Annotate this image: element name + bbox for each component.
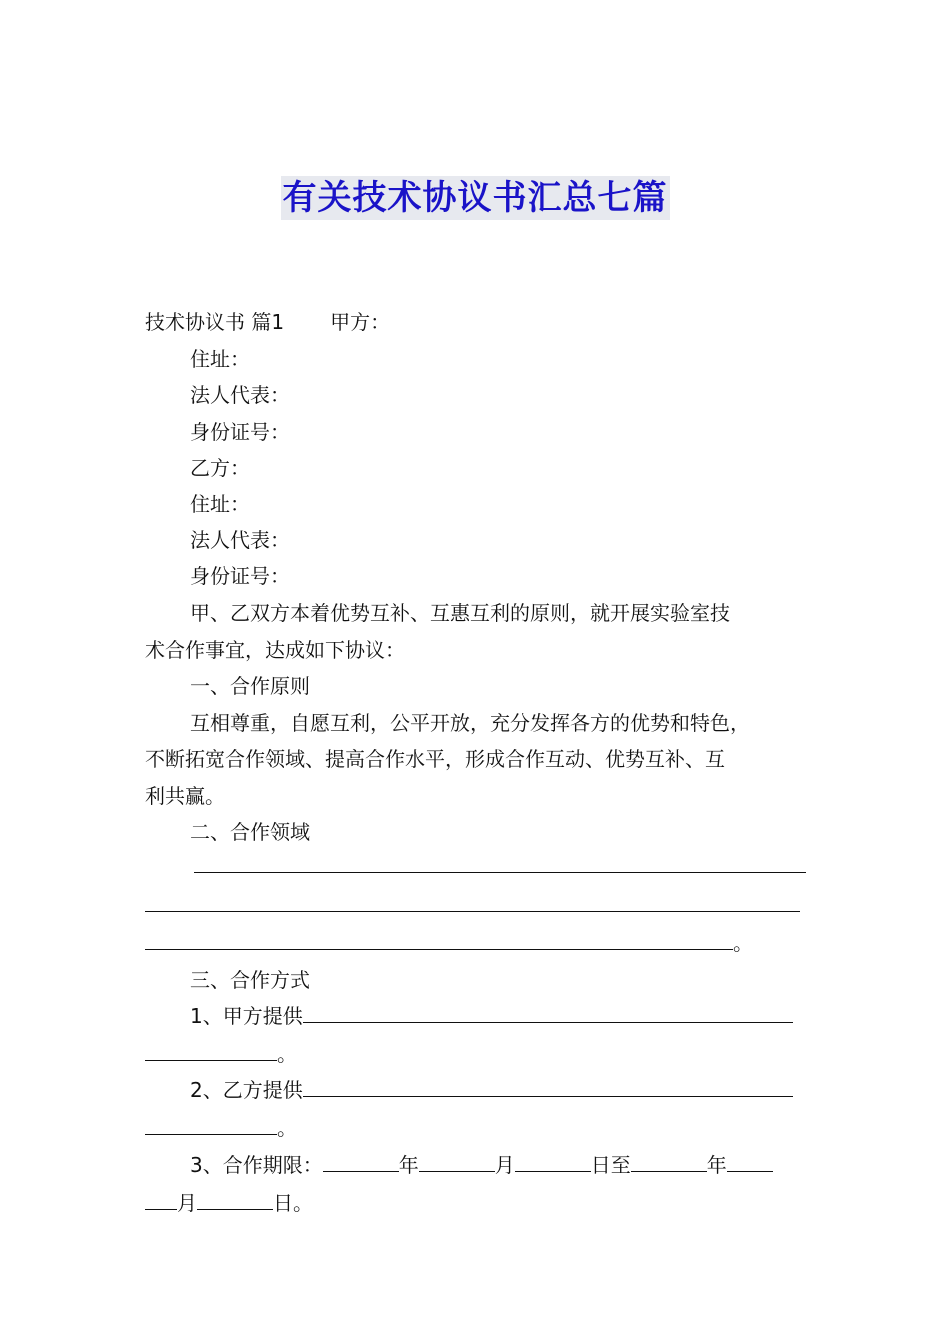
section3-item2 [190,1076,793,1104]
item3-label: 3、合作期限： [190,1153,323,1177]
section3-heading: 三、合作方式 [190,968,310,992]
blank-underline [145,891,800,912]
item1-end-mark: 。 [277,1042,297,1066]
field-id-a: 身份证号： [190,420,290,444]
section3-item1 [190,1002,793,1030]
blank-underline [145,1189,177,1210]
blank-underline [303,1076,793,1097]
blank-underline [145,1114,277,1135]
section3-item3-cont [145,1189,313,1217]
field-id-b: 身份证号： [190,564,290,588]
blank-underline [323,1151,399,1172]
section2-heading: 二、合作领域 [190,820,310,844]
header-line [145,308,390,336]
blank-underline [419,1151,495,1172]
document-title-block [0,176,950,220]
section2-blank-2 [145,891,800,919]
section2-blank-3 [145,929,753,957]
blank-underline [197,1189,273,1210]
section3-item3 [190,1151,773,1179]
day-end-label: 日。 [273,1191,313,1215]
blank-underline [194,852,806,873]
day-to-label: 日至 [590,1153,631,1177]
field-address-b: 住址： [190,492,250,516]
section1-heading: 一、合作原则 [190,674,310,698]
blank-underline [145,929,733,950]
field-address-a: 住址： [190,347,250,371]
section1-line-2: 不断拓宽合作领域、提高合作水平，形成合作互动、优势互补、互 [145,747,725,771]
year-label: 年 [398,1153,419,1177]
month-label: 月 [494,1153,515,1177]
item1-label: 1、甲方提供 [190,1004,303,1028]
field-party-b: 乙方： [190,456,250,480]
field-legal-rep-a: 法人代表： [190,383,290,407]
section2-blank-1 [194,852,806,880]
item2-label: 2、乙方提供 [190,1078,303,1102]
intro-line-1: 甲、乙双方本着优势互补、互惠互利的原则，就开展实验室技 [190,601,730,625]
field-legal-rep-b: 法人代表： [190,528,290,552]
item2-end-mark: 。 [277,1116,297,1140]
section2-end-mark: 。 [733,931,753,955]
section1-line-1: 互相尊重，自愿互利，公平开放，充分发挥各方的优势和特色， [190,711,750,735]
section1-line-3: 利共赢。 [145,784,225,808]
year-label-2: 年 [706,1153,727,1177]
party-a-label: 甲方： [330,310,391,334]
section-label: 技术协议书 篇1 [145,310,285,334]
section3-item1-cont [145,1040,297,1068]
blank-underline [515,1151,591,1172]
document-title: 有关技术协议书汇总七篇 [282,178,668,218]
blank-underline [727,1151,773,1172]
blank-underline [631,1151,707,1172]
blank-underline [145,1040,277,1061]
section3-item2-cont [145,1114,297,1142]
month-label-2: 月 [177,1191,197,1215]
intro-line-2: 术合作事宜，达成如下协议： [145,638,405,662]
blank-underline [303,1002,793,1023]
